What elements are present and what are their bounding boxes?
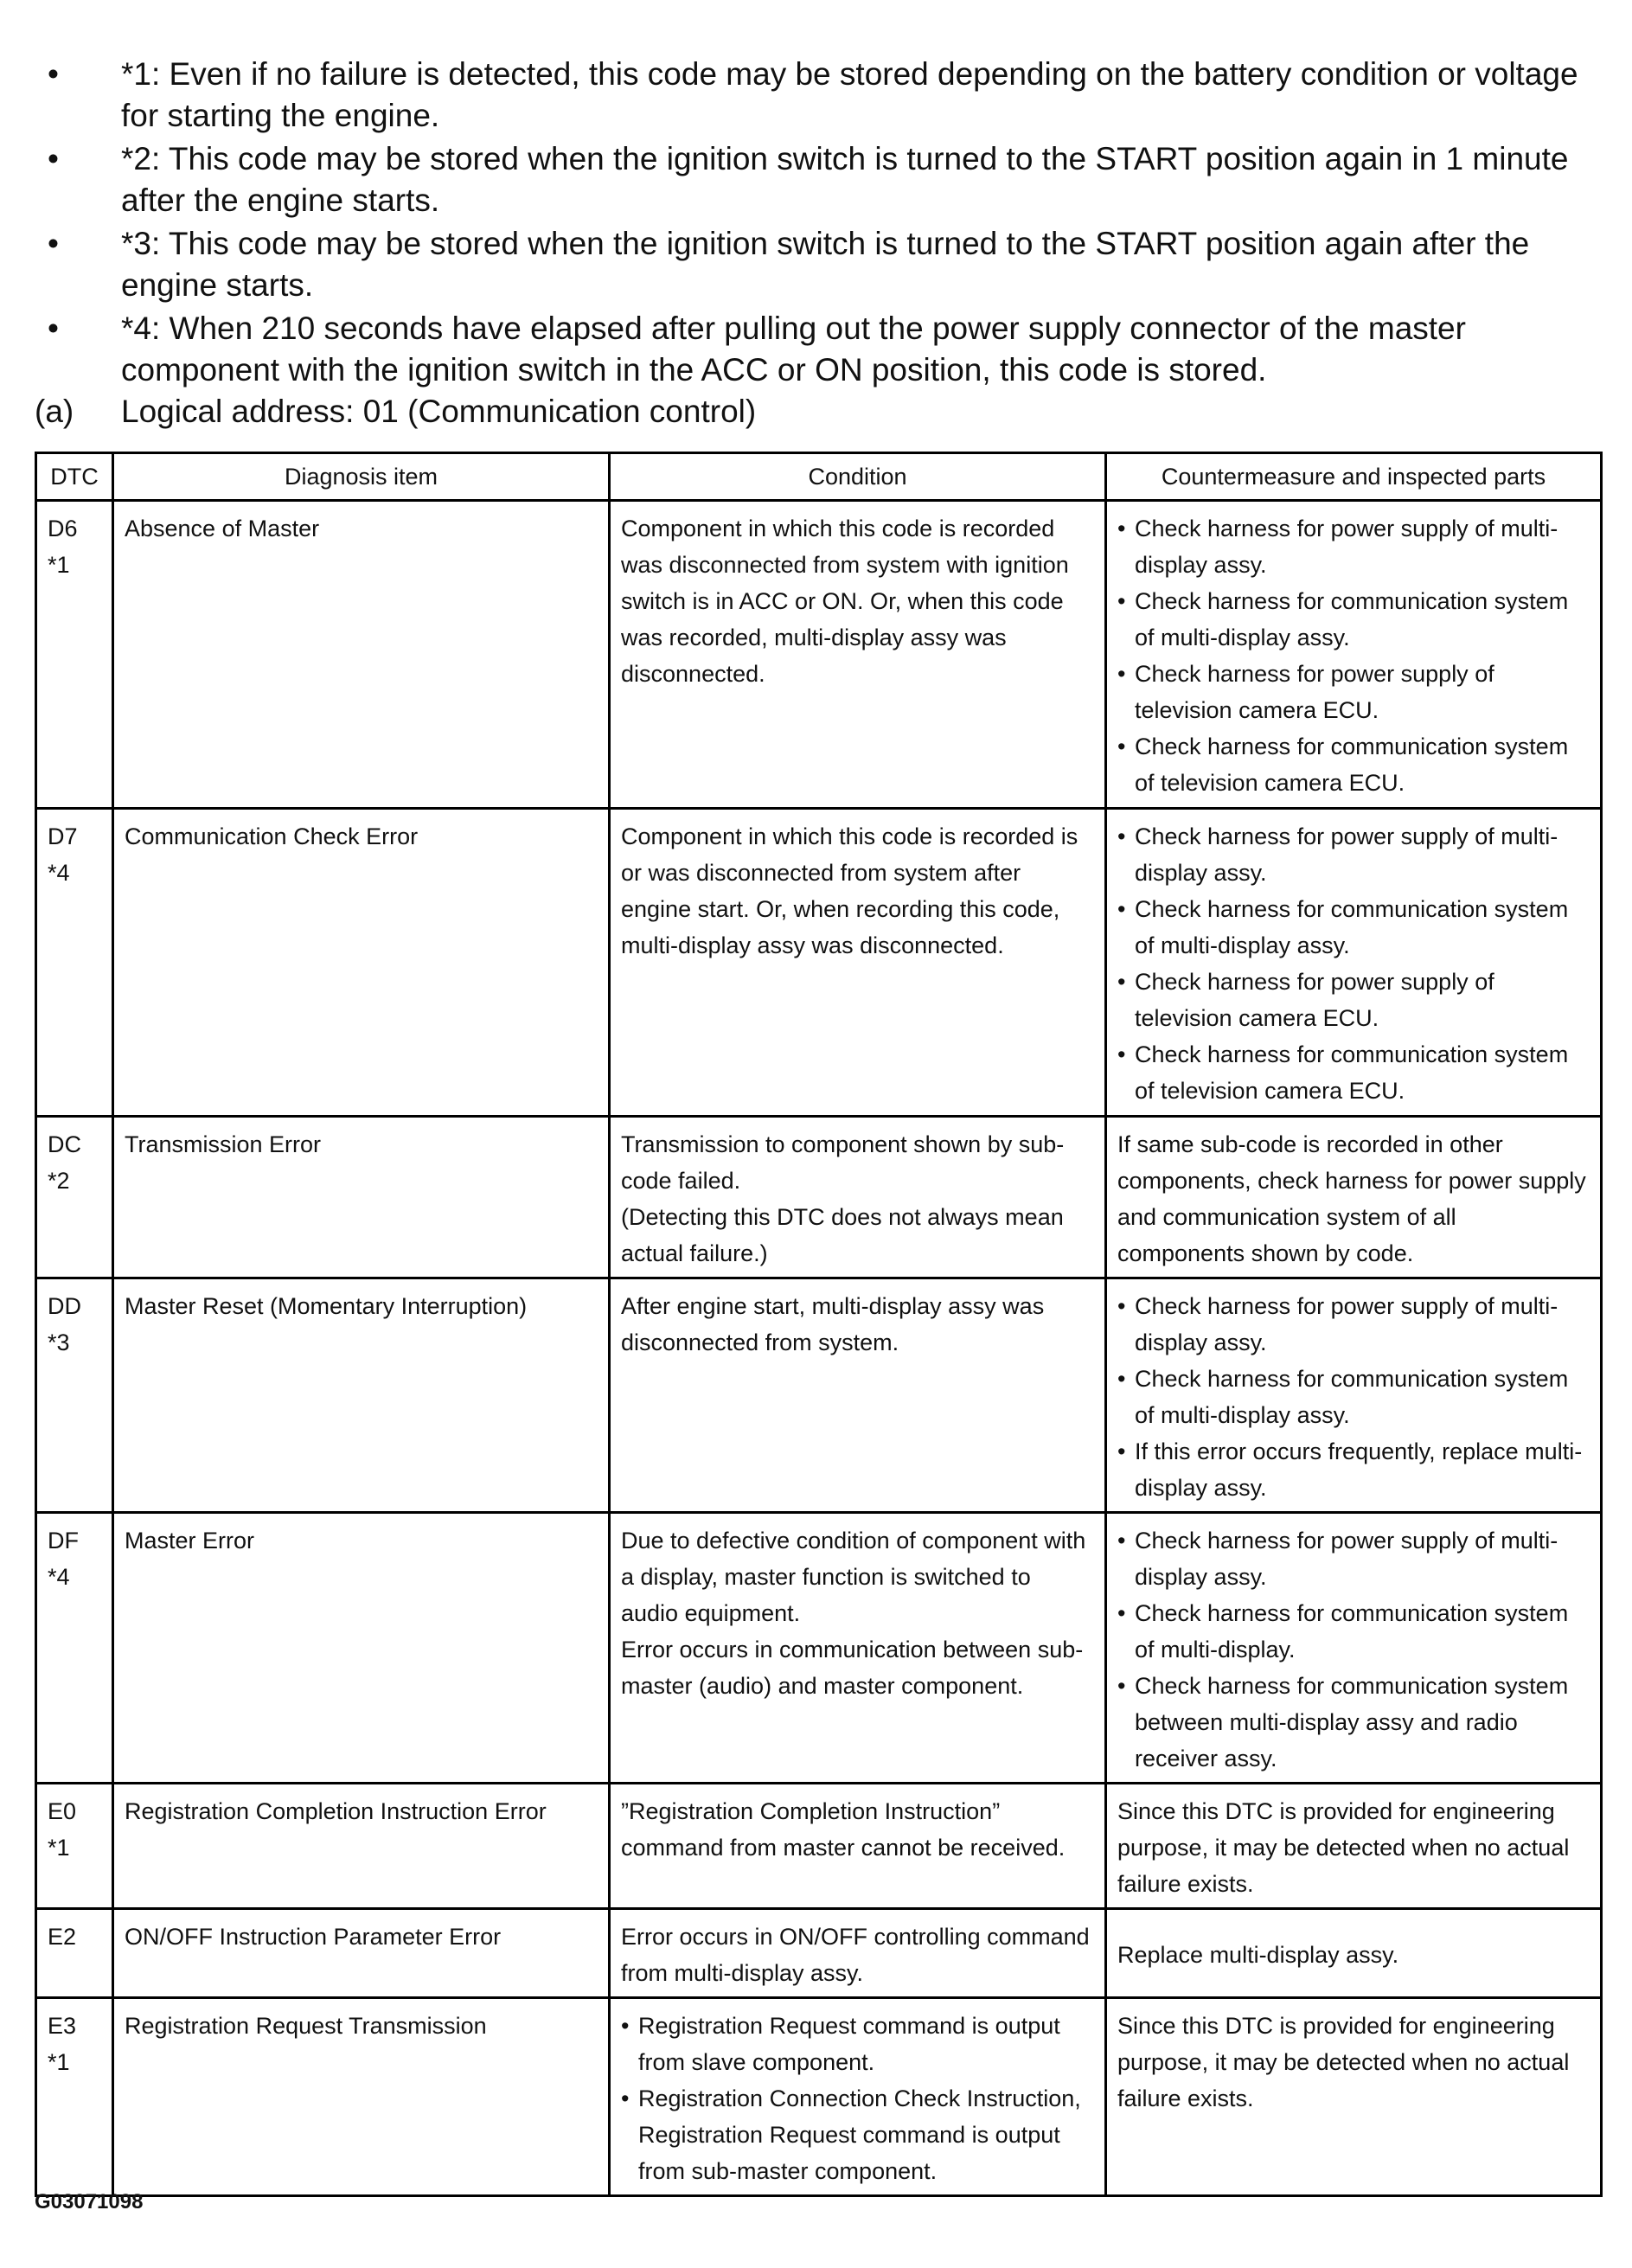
text-line: After engine start, multi-display assy was disconnected from system. — [621, 1293, 1045, 1355]
text-line: Since this DTC is provided for engineering purpose, it may be detected when no actual failure exists. — [1117, 2013, 1570, 2111]
dtc-code: DD — [48, 1293, 81, 1319]
bullet-item: • Registration Connection Check Instruction, Registration Request command is output from sub-master component. — [621, 2080, 1094, 2189]
dtc-table — [35, 452, 1603, 2197]
cell-dtc — [36, 1784, 113, 1909]
cell-condition — [610, 1784, 1106, 1909]
cell-condition — [610, 501, 1106, 809]
table-row — [36, 1513, 1602, 1784]
table-row — [36, 1784, 1602, 1909]
bullet-item: • Check harness for power supply of multi-display assy. — [1117, 1288, 1590, 1361]
cell-dtc — [36, 1909, 113, 1998]
cell-countermeasure — [1106, 809, 1602, 1117]
figure-id: G03071098 — [35, 2190, 144, 2214]
section-title: Logical address: 01 (Communication control) — [121, 394, 757, 429]
footnote-text: *3: This code may be stored when the ignition switch is turned to the START position again after the engine starts. — [121, 226, 1530, 303]
cell-dtc — [36, 809, 113, 1117]
cell-dtc — [36, 1278, 113, 1513]
bullet-item: • Check harness for communication system between multi-display assy and radio receiver assy. — [1117, 1668, 1590, 1777]
header-dtc: DTC — [36, 453, 113, 501]
cell-diagnosis-item: Master Error — [113, 1513, 610, 1784]
text-line: Error occurs in ON/OFF controlling command from multi-display assy. — [621, 1924, 1090, 1986]
section-heading — [35, 391, 756, 432]
table-body — [36, 501, 1602, 2196]
header-diagnosis-item: Diagnosis item — [113, 453, 610, 501]
cell-diagnosis-item: ON/OFF Instruction Parameter Error — [113, 1909, 610, 1998]
text-line: Component in which this code is recorded is or was disconnected from system after engine start. Or, when recording this code, multi-display assy was disconnected. — [621, 823, 1078, 958]
text-line: Replace multi-display assy. — [1117, 1942, 1399, 1968]
cell-diagnosis-item: Registration Completion Instruction Error — [113, 1784, 610, 1909]
bullet-item: • Check harness for communication system of television camera ECU. — [1117, 728, 1590, 801]
text-line: If same sub-code is recorded in other components, check harness for power supply and communication system of all components shown by code. — [1117, 1131, 1586, 1266]
bullet-item: • Check harness for power supply of multi-display assy. — [1117, 510, 1590, 583]
bullet-item: • Check harness for communication system of multi-display assy. — [1117, 1361, 1590, 1433]
bullet-marker: • — [48, 141, 59, 176]
dtc-note-ref: *1 — [48, 1835, 70, 1861]
bullet-item: • Check harness for power supply of television camera ECU. — [1117, 964, 1590, 1036]
dtc-code: DF — [48, 1528, 79, 1554]
footnotes-list — [35, 54, 1600, 393]
text-line: Component in which this code is recorded was disconnected from system with ignition switch is in ACC or ON. Or, when this code was recorded, multi-display assy was disconnected. — [621, 516, 1069, 687]
bullet-item: • Check harness for power supply of multi-display assy. — [1117, 818, 1590, 891]
cell-diagnosis-item: Registration Request Transmission — [113, 1998, 610, 2196]
footnote-text: *2: This code may be stored when the ignition switch is turned to the START position again in 1 minute after the engine starts. — [121, 141, 1569, 218]
table-row — [36, 1117, 1602, 1278]
footnote — [35, 308, 1600, 391]
cell-dtc — [36, 1513, 113, 1784]
dtc-code: DC — [48, 1131, 81, 1157]
text-line: Due to defective condition of component with a display, master function is switched to audio equipment. — [621, 1528, 1086, 1626]
dtc-code: D7 — [48, 823, 78, 849]
cell-countermeasure — [1106, 501, 1602, 809]
text-line: ”Registration Completion Instruction” command from master cannot be received. — [621, 1798, 1066, 1861]
table-row — [36, 1278, 1602, 1513]
footnote — [35, 138, 1600, 221]
footnote — [35, 223, 1600, 306]
text-line: Transmission to component shown by sub-code failed. — [621, 1131, 1065, 1194]
bullet-item: • Check harness for communication system of multi-display. — [1117, 1595, 1590, 1668]
cell-dtc — [36, 1117, 113, 1278]
dtc-code: E0 — [48, 1798, 77, 1824]
cell-condition — [610, 1117, 1106, 1278]
bullet-marker: • — [48, 311, 59, 346]
cell-dtc — [36, 1998, 113, 2196]
table-row — [36, 501, 1602, 809]
bullet-item: • If this error occurs frequently, replace multi-display assy. — [1117, 1433, 1590, 1506]
dtc-note-ref: *1 — [48, 2049, 70, 2075]
header-countermeasure: Countermeasure and inspected parts — [1106, 453, 1602, 501]
cell-diagnosis-item: Absence of Master — [113, 501, 610, 809]
text-line: Since this DTC is provided for engineering purpose, it may be detected when no actual failure exists. — [1117, 1798, 1570, 1897]
cell-countermeasure — [1106, 1278, 1602, 1513]
cell-condition — [610, 1909, 1106, 1998]
cell-diagnosis-item: Master Reset (Momentary Interruption) — [113, 1278, 610, 1513]
header-condition: Condition — [610, 453, 1106, 501]
footnote-text: *1: Even if no failure is detected, this code may be stored depending on the battery condition or voltage for starting the engine. — [121, 56, 1578, 133]
cell-condition — [610, 809, 1106, 1117]
bullet-item: • Check harness for communication system of multi-display assy. — [1117, 891, 1590, 964]
bullet-marker: • — [48, 56, 59, 92]
table-row — [36, 1909, 1602, 1998]
bullet-marker: • — [48, 226, 59, 261]
cell-countermeasure — [1106, 1117, 1602, 1278]
dtc-note-ref: *1 — [48, 552, 70, 578]
cell-countermeasure — [1106, 1513, 1602, 1784]
table-header-row — [36, 453, 1602, 501]
text-line: (Detecting this DTC does not always mean actual failure.) — [621, 1204, 1064, 1266]
cell-condition — [610, 1278, 1106, 1513]
dtc-note-ref: *4 — [48, 1564, 70, 1590]
dtc-note-ref: *4 — [48, 860, 70, 886]
bullet-item: • Registration Request command is output from slave component. — [621, 2008, 1094, 2080]
bullet-item: • Check harness for power supply of multi-display assy. — [1117, 1522, 1590, 1595]
table-row — [36, 1998, 1602, 2196]
table-row — [36, 809, 1602, 1117]
cell-countermeasure — [1106, 1909, 1602, 1998]
cell-dtc — [36, 501, 113, 809]
dtc-code: E3 — [48, 2013, 77, 2039]
section-marker: (a) — [35, 394, 74, 429]
cell-diagnosis-item: Communication Check Error — [113, 809, 610, 1117]
dtc-note-ref: *3 — [48, 1329, 70, 1355]
cell-diagnosis-item: Transmission Error — [113, 1117, 610, 1278]
bullet-item: • Check harness for communication system of television camera ECU. — [1117, 1036, 1590, 1109]
footnote-text: *4: When 210 seconds have elapsed after pulling out the power supply connector of the master component with the ignition switch in the ACC or ON position, this code is stored. — [121, 311, 1466, 388]
cell-condition — [610, 1998, 1106, 2196]
dtc-code: E2 — [48, 1924, 77, 1950]
cell-countermeasure — [1106, 1998, 1602, 2196]
cell-countermeasure — [1106, 1784, 1602, 1909]
footnote — [35, 54, 1600, 137]
dtc-code: D6 — [48, 516, 78, 541]
text-line: Error occurs in communication between sub-master (audio) and master component. — [621, 1637, 1084, 1699]
cell-condition — [610, 1513, 1106, 1784]
bullet-item: • Check harness for communication system of multi-display assy. — [1117, 583, 1590, 656]
bullet-item: • Check harness for power supply of television camera ECU. — [1117, 656, 1590, 728]
dtc-note-ref: *2 — [48, 1168, 70, 1194]
